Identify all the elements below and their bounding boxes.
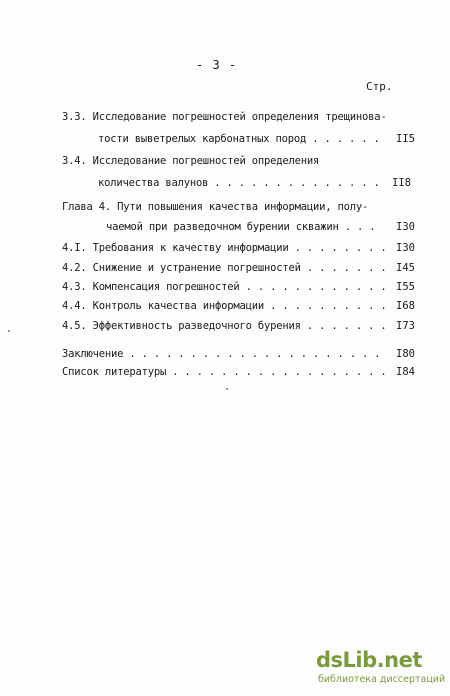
- toc-entry-4-4-page: I68: [396, 300, 415, 312]
- toc-entry-3-3-page: II5: [396, 133, 415, 145]
- toc-entry-4-2-page: I45: [396, 262, 415, 274]
- scan-speck: [226, 388, 228, 390]
- toc-entry-4-1: 4.I. Требования к качеству информации . . . . . . . .: [62, 242, 387, 254]
- toc-entry-3-4-line1: 3.4. Исследование погрешностей определения: [62, 155, 320, 167]
- toc-entry-bibliography-page: I84: [396, 366, 415, 378]
- toc-entry-4-3-page: I55: [396, 281, 415, 293]
- toc-entry-4-1-page: I30: [396, 242, 415, 254]
- scan-speck: [8, 330, 10, 332]
- toc-entry-4-5: 4.5. Эффективность разведочного бурения . . . . . . .: [62, 320, 387, 332]
- watermark: [316, 646, 444, 690]
- toc-entry-3-3-line2: тости выветрелых карбонатных пород . . . . . .: [98, 133, 380, 145]
- toc-entry-3-3-line1: 3.3. Исследование погрешностей определения трещинова-: [62, 111, 387, 123]
- page-number: - 3 -: [196, 58, 238, 72]
- toc-entry-3-4-line2: количества валунов . . . . . . . . . . . . . .: [98, 177, 380, 189]
- toc-entry-chapter-4-line1: Глава 4. Пути повышения качества информации, полу-: [62, 201, 369, 213]
- toc-entry-4-3: 4.3. Компенсация погрешностей . . . . . . . . . . . .: [62, 281, 387, 293]
- watermark-subtitle: библиотека диссертаций: [318, 674, 446, 685]
- toc-entry-3-4-page: II8: [392, 177, 411, 189]
- toc-entry-chapter-4-page: I30: [396, 221, 415, 233]
- toc-entry-conclusion: Заключение . . . . . . . . . . . . . . . . . . . . .: [62, 348, 381, 360]
- toc-entry-4-5-page: I73: [396, 320, 415, 332]
- watermark-logo: dsLib.net: [316, 648, 422, 672]
- page-column-header: Стр.: [366, 80, 393, 93]
- toc-entry-4-4: 4.4. Контроль качества информации . . . . . . . . . .: [62, 300, 387, 312]
- toc-entry-chapter-4-line2: чаемой при разведочном бурении скважин . . .: [106, 221, 376, 233]
- toc-entry-conclusion-page: I80: [396, 348, 415, 360]
- toc-entry-bibliography: Список литературы . . . . . . . . . . . . . . . . . .: [62, 366, 387, 378]
- toc-entry-4-2: 4.2. Снижение и устранение погрешностей . . . . . . .: [62, 262, 387, 274]
